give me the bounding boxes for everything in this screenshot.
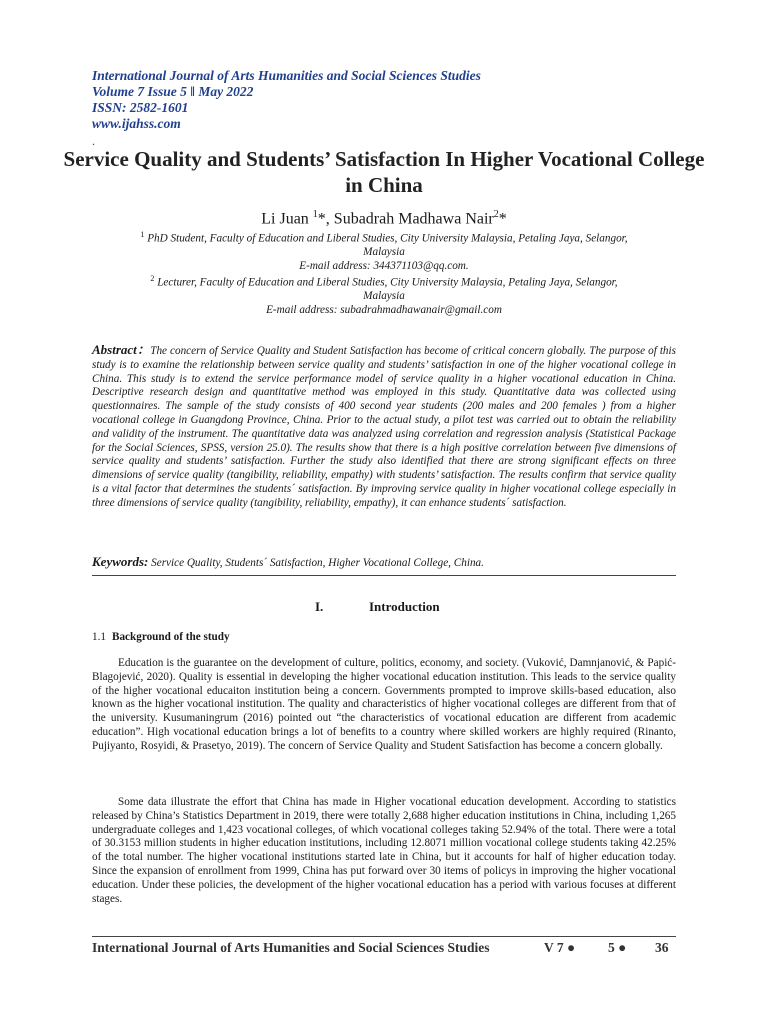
keywords-text: Service Quality, Students´ Satisfaction, Higher Vocational College, China. (148, 557, 484, 569)
author-2-affil-ref: 2 (493, 209, 499, 220)
footer-volume: V 7 ● (544, 940, 576, 955)
footer-issue: 5 ● (608, 940, 627, 955)
affiliation-1 (92, 228, 676, 273)
section-number: I. (315, 599, 324, 614)
keywords-label: Keywords: (92, 554, 149, 569)
affiliation-2-line1: Lecturer, Faculty of Education and Liberal Studies, City University Malaysia, Petaling Jaya, Selangor, (154, 276, 618, 289)
paper-title: Service Quality and Students’ Satisfaction In Higher Vocational College in China (63, 147, 705, 197)
subsection-number: 1.1 (92, 631, 106, 643)
subsection-heading (92, 630, 676, 644)
affiliation-1-line1: PhD Student, Faculty of Education and Liberal Studies, City University Malaysia, Petaling Jaya, Selangor, (144, 232, 628, 245)
footer-page-number: 36 (655, 940, 669, 955)
affiliation-1-ref: 1 (140, 230, 145, 239)
affiliation-2-line2: Malaysia (363, 290, 405, 303)
affiliation-2 (92, 272, 676, 317)
affiliation-2-ref: 2 (150, 274, 155, 283)
paragraph-2: Some data illustrate the effort that China has made in Higher vocational education development. According to statistics released by China’s Statistics Department in 2019, there were totally 2,688 higher education institutions in China, including 1,265 undergraduate colleges and 1,423 vocational colleges, of which vocational colleges taking 52.94% of the total. There were a total of 30.3153 million students in higher education institutions, including 12.8071 million vocational college students taking 42.25% of the total number. The higher vocational institutions started late in China, but it accounts for half of higher education today. Since the expansion of enrollment from 1999, China has put forward over 30 items of policys in improving the higher vocational education. Under these policies, the development of the higher vocational education has a period with various focuses at different stages. (92, 796, 676, 905)
journal-website-link[interactable]: www.ijahss.com (92, 116, 181, 131)
section-title: Introduction (369, 599, 440, 614)
author-line (60, 205, 708, 229)
affiliation-1-line2: Malaysia (363, 246, 405, 259)
journal-volume-issue: Volume 7 Issue 5 ǁ May 2022 (92, 84, 254, 99)
footer-journal-name: International Journal of Arts Humanities and Social Sciences Studies (92, 940, 490, 955)
author-1-affil-ref: 1 (312, 209, 318, 220)
footer-divider (92, 936, 676, 937)
keywords-divider (92, 575, 676, 576)
author-1-name: Li Juan (261, 210, 313, 228)
keywords (92, 555, 676, 570)
author-2-mark: * (498, 210, 507, 228)
separator-dot: . (92, 134, 95, 148)
subsection-title: Background of the study (111, 631, 230, 643)
abstract-label: Abstract： (92, 342, 151, 357)
affiliation-1-email[interactable]: E-mail address: 344371103@qq.com. (299, 259, 469, 272)
author-1-mark: *, (317, 210, 334, 228)
paragraph-1: Education is the guarantee on the development of culture, politics, economy, and society. (Vuković, Damnjanović, & Papić-Blagojević, 2020). Quality is essential in developing the higher vocational education institution. This leads to the service quality of the higher vocational educaiton institution being a concern. Governments prompted to improve skills-based education, also known as the higher vocational institution. The quality and characteristics of higher vocational colleges are different from that of the university. Kusumaningrum (2016) pointed out “the characteristics of vocational education are different from academic education”. High vocational education brings a lot of benefits to a country where skilled workers are highly required (Rinanto, Pujiyanto, Rosyidi, & Prasetyo, 2019). The concern of Service Quality and Student Satisfaction has become a concern globally. (92, 657, 676, 752)
abstract-text: The concern of Service Quality and Student Satisfaction has become of critical concern globally. The purpose of this study is to examine the relationship between service quality and students’ satisfaction in one of the higher vocational college in China. This study is to extend the service performance model of service quality in a higher vocational education in China. Descriptive research design and quantitative method was employed in this study. Quantitative data was collected using questionnaires. The sample of the study consists of 400 second year students (200 males and 200 females ) from a higher vocational college in Guangdong Province, China. Prior to the actual study, a pilot test was carried out to obtain the reliability and validity of the instrument. The quantitative data was analyzed using correlation and regression analysis (Statistical Package for the Social Sciences, SPSS, version 25.0). The results show that there is a high positive correlation between five dimensions of service quality and students’ satisfaction. Further the study also identified that there are strong significant effects on three dimensions of service quality (tangibility, reliability, empathy) with students’ satisfaction. The results confirm that service quality is a vital factor that determines the students´ satisfaction. By improving service quality in higher vocational college especially in three dimensions of service quality (tangibility, reliability, empathy), it can enhance students´ satisfaction. (92, 345, 676, 509)
journal-issn: ISSN: 2582-1601 (92, 100, 189, 115)
journal-name: International Journal of Arts Humanities and Social Sciences Studies (92, 68, 481, 83)
journal-header (92, 68, 692, 132)
author-2-name: Subadrah Madhawa Nair (333, 210, 494, 228)
affiliation-2-email[interactable]: E-mail address: subadrahmadhawanair@gmail.com (266, 303, 502, 316)
abstract (92, 343, 676, 511)
